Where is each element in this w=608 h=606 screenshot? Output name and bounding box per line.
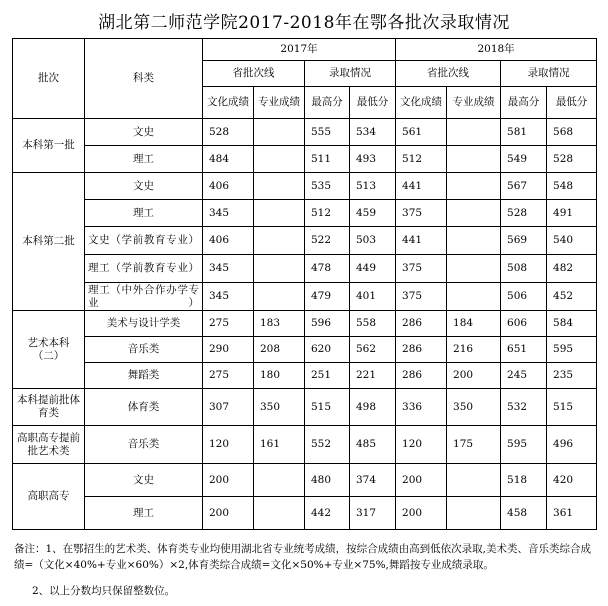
major-2018-cell <box>447 255 501 283</box>
culture-2017-cell: 528 <box>203 119 254 146</box>
page-title: 湖北第二师范学院2017-2018年在鄂各批次录取情况 <box>98 13 510 33</box>
culture-2017-cell: 484 <box>203 146 254 173</box>
table-row <box>13 200 597 227</box>
table-row <box>13 464 597 497</box>
header-2017-culture: 文化成绩 <box>203 87 254 119</box>
major-2018-cell <box>447 119 501 146</box>
subject-cell: 理工 <box>85 146 203 173</box>
header-2018-major: 专业成绩 <box>447 87 501 119</box>
table-row <box>13 227 597 255</box>
min-2018-cell: 595 <box>547 337 597 363</box>
min-2017-cell: 498 <box>350 389 396 426</box>
max-2018-cell: 506 <box>501 283 547 311</box>
max-2017-cell: 478 <box>305 255 350 283</box>
subject-cell: 理工（学前教育专业） <box>85 255 203 283</box>
max-2018-cell: 518 <box>501 464 547 497</box>
min-2017-cell: 485 <box>350 426 396 464</box>
header-2018-admission: 录取情况 <box>501 61 597 87</box>
footnote <box>14 541 598 599</box>
culture-2018-cell: 200 <box>396 464 447 497</box>
max-2017-cell: 522 <box>305 227 350 255</box>
major-2018-cell: 200 <box>447 363 501 389</box>
culture-2017-cell: 307 <box>203 389 254 426</box>
subject-cell: 音乐类 <box>85 337 203 363</box>
batch-cell: 高职高专提前批艺术类 <box>13 426 85 464</box>
min-2017-cell: 374 <box>350 464 396 497</box>
culture-2018-cell: 200 <box>396 497 447 530</box>
max-2017-cell: 515 <box>305 389 350 426</box>
max-2018-cell: 606 <box>501 311 547 337</box>
table-row <box>13 173 597 200</box>
culture-2018-cell: 441 <box>396 173 447 200</box>
major-2017-cell: 350 <box>254 389 305 426</box>
major-2017-cell <box>254 255 305 283</box>
max-2018-cell: 651 <box>501 337 547 363</box>
min-2018-cell: 568 <box>547 119 597 146</box>
major-2018-cell <box>447 146 501 173</box>
header-2018-culture: 文化成绩 <box>396 87 447 119</box>
admission-table <box>12 38 597 530</box>
major-2017-cell: 161 <box>254 426 305 464</box>
subject-cell: 理工 <box>85 200 203 227</box>
major-2017-cell <box>254 146 305 173</box>
batch-cell: 本科提前批体育类 <box>13 389 85 426</box>
batch-cell: 艺术本科（二） <box>13 311 85 389</box>
major-2018-cell: 175 <box>447 426 501 464</box>
major-2018-cell: 184 <box>447 311 501 337</box>
header-2018-province-line: 省批次线 <box>396 61 501 87</box>
culture-2018-cell: 512 <box>396 146 447 173</box>
culture-2018-cell: 336 <box>396 389 447 426</box>
culture-2017-cell: 345 <box>203 283 254 311</box>
major-2017-cell <box>254 497 305 530</box>
max-2018-cell: 595 <box>501 426 547 464</box>
culture-2018-cell: 375 <box>396 200 447 227</box>
header-2018-max: 最高分 <box>501 87 547 119</box>
header-year-2017: 2017年 <box>203 39 396 61</box>
min-2018-cell: 482 <box>547 255 597 283</box>
min-2018-cell: 496 <box>547 426 597 464</box>
min-2017-cell: 534 <box>350 119 396 146</box>
min-2018-cell: 361 <box>547 497 597 530</box>
max-2018-cell: 581 <box>501 119 547 146</box>
max-2018-cell: 458 <box>501 497 547 530</box>
culture-2017-cell: 345 <box>203 255 254 283</box>
header-subject: 科类 <box>85 39 203 119</box>
header-2017-major: 专业成绩 <box>254 87 305 119</box>
subject-cell: 文史（学前教育专业） <box>85 227 203 255</box>
batch-cell: 高职高专 <box>13 464 85 530</box>
max-2017-cell: 479 <box>305 283 350 311</box>
table-row <box>13 497 597 530</box>
min-2018-cell: 515 <box>547 389 597 426</box>
min-2017-cell: 503 <box>350 227 396 255</box>
culture-2018-cell: 441 <box>396 227 447 255</box>
min-2018-cell: 452 <box>547 283 597 311</box>
culture-2018-cell: 120 <box>396 426 447 464</box>
min-2018-cell: 491 <box>547 200 597 227</box>
header-2017-min: 最低分 <box>350 87 396 119</box>
min-2018-cell: 420 <box>547 464 597 497</box>
table-row <box>13 363 597 389</box>
culture-2018-cell: 286 <box>396 311 447 337</box>
culture-2017-cell: 406 <box>203 227 254 255</box>
min-2017-cell: 493 <box>350 146 396 173</box>
major-2018-cell <box>447 200 501 227</box>
subject-cell: 文史 <box>85 464 203 497</box>
subject-cell: 美术与设计学类 <box>85 311 203 337</box>
table-row <box>13 119 597 146</box>
min-2017-cell: 558 <box>350 311 396 337</box>
min-2017-cell: 401 <box>350 283 396 311</box>
max-2018-cell: 508 <box>501 255 547 283</box>
major-2017-cell <box>254 173 305 200</box>
max-2017-cell: 442 <box>305 497 350 530</box>
subject-cell: 体育类 <box>85 389 203 426</box>
header-2018-min: 最低分 <box>547 87 597 119</box>
max-2017-cell: 535 <box>305 173 350 200</box>
major-2018-cell <box>447 497 501 530</box>
max-2017-cell: 512 <box>305 200 350 227</box>
max-2018-cell: 532 <box>501 389 547 426</box>
major-2017-cell <box>254 227 305 255</box>
max-2017-cell: 596 <box>305 311 350 337</box>
culture-2017-cell: 200 <box>203 464 254 497</box>
header-year-2018: 2018年 <box>396 39 597 61</box>
table-row <box>13 283 597 311</box>
batch-cell: 本科第二批 <box>13 173 85 311</box>
header-2017-max: 最高分 <box>305 87 350 119</box>
subject-cell: 文史 <box>85 173 203 200</box>
subject-cell: 理工（中外合作办学专业） <box>85 283 203 311</box>
table-row <box>13 255 597 283</box>
max-2018-cell: 528 <box>501 200 547 227</box>
min-2017-cell: 221 <box>350 363 396 389</box>
min-2018-cell: 235 <box>547 363 597 389</box>
min-2017-cell: 562 <box>350 337 396 363</box>
major-2018-cell: 350 <box>447 389 501 426</box>
batch-cell: 本科第一批 <box>13 119 85 173</box>
major-2017-cell <box>254 200 305 227</box>
major-2018-cell <box>447 227 501 255</box>
max-2018-cell: 245 <box>501 363 547 389</box>
culture-2018-cell: 375 <box>396 255 447 283</box>
culture-2018-cell: 286 <box>396 363 447 389</box>
major-2017-cell <box>254 283 305 311</box>
min-2018-cell: 540 <box>547 227 597 255</box>
footnote-item-2: 2、以上分数均只保留整数位。 <box>32 585 176 597</box>
table-row <box>13 146 597 173</box>
culture-2018-cell: 375 <box>396 283 447 311</box>
max-2017-cell: 620 <box>305 337 350 363</box>
major-2017-cell: 180 <box>254 363 305 389</box>
culture-2017-cell: 290 <box>203 337 254 363</box>
min-2017-cell: 513 <box>350 173 396 200</box>
min-2018-cell: 528 <box>547 146 597 173</box>
header-2017-admission: 录取情况 <box>305 61 396 87</box>
subject-cell: 理工 <box>85 497 203 530</box>
major-2018-cell <box>447 283 501 311</box>
max-2018-cell: 567 <box>501 173 547 200</box>
table-row <box>13 426 597 464</box>
major-2018-cell <box>447 173 501 200</box>
subject-cell: 文史 <box>85 119 203 146</box>
culture-2017-cell: 120 <box>203 426 254 464</box>
max-2017-cell: 511 <box>305 146 350 173</box>
culture-2017-cell: 345 <box>203 200 254 227</box>
min-2018-cell: 584 <box>547 311 597 337</box>
max-2018-cell: 549 <box>501 146 547 173</box>
max-2017-cell: 552 <box>305 426 350 464</box>
major-2017-cell: 183 <box>254 311 305 337</box>
major-2017-cell <box>254 119 305 146</box>
max-2017-cell: 480 <box>305 464 350 497</box>
max-2017-cell: 555 <box>305 119 350 146</box>
max-2018-cell: 569 <box>501 227 547 255</box>
culture-2017-cell: 275 <box>203 363 254 389</box>
header-batch: 批次 <box>13 39 85 119</box>
major-2017-cell <box>254 464 305 497</box>
min-2017-cell: 459 <box>350 200 396 227</box>
major-2017-cell: 208 <box>254 337 305 363</box>
major-2018-cell <box>447 464 501 497</box>
header-row-years <box>13 39 597 61</box>
culture-2017-cell: 275 <box>203 311 254 337</box>
max-2017-cell: 251 <box>305 363 350 389</box>
min-2017-cell: 449 <box>350 255 396 283</box>
subject-cell: 音乐类 <box>85 426 203 464</box>
subject-cell: 舞蹈类 <box>85 363 203 389</box>
min-2017-cell: 317 <box>350 497 396 530</box>
culture-2017-cell: 200 <box>203 497 254 530</box>
min-2018-cell: 548 <box>547 173 597 200</box>
major-2018-cell: 216 <box>447 337 501 363</box>
culture-2017-cell: 406 <box>203 173 254 200</box>
table-row <box>13 311 597 337</box>
table-row <box>13 389 597 426</box>
culture-2018-cell: 561 <box>396 119 447 146</box>
footnote-item-1: 备注：1、在鄂招生的艺术类、体育类专业均使用湖北省专业统考成绩，按综合成绩由高到低依次录取,美术类、音乐类综合成绩=（文化×40%+专业×60%）×2,体育类综合成绩=文化×50%+专业×75%,舞蹈按专业成绩录取。 <box>14 543 592 571</box>
culture-2018-cell: 286 <box>396 337 447 363</box>
header-2017-province-line: 省批次线 <box>203 61 305 87</box>
table-row <box>13 337 597 363</box>
